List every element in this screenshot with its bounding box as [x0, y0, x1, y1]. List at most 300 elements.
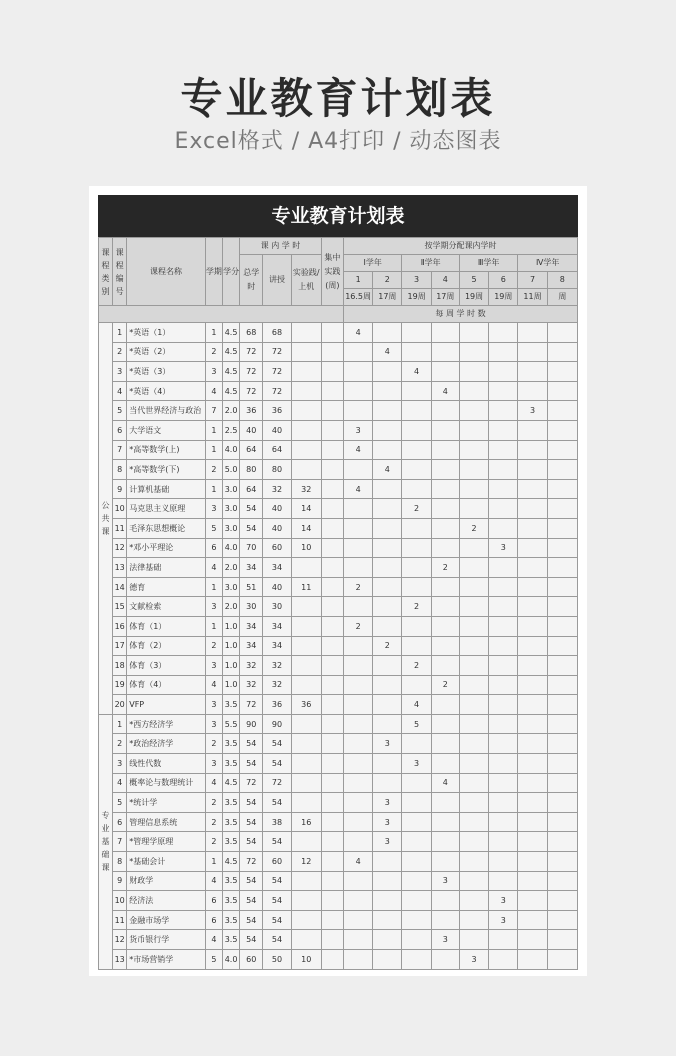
term-hours-cell[interactable]: [518, 597, 547, 617]
term-hours-cell[interactable]: [518, 852, 547, 872]
term-hours-cell[interactable]: [431, 832, 459, 852]
lecture-hours-cell[interactable]: 54: [263, 871, 291, 891]
term-hours-cell[interactable]: [344, 871, 373, 891]
term-hours-cell[interactable]: [459, 401, 488, 421]
course-name-cell[interactable]: 体育（1）: [127, 616, 206, 636]
credit-cell[interactable]: 1.0: [223, 675, 240, 695]
course-name-cell[interactable]: *政治经济学: [127, 734, 206, 754]
lab-hours-cell[interactable]: [291, 930, 321, 950]
course-code-cell[interactable]: 7: [113, 440, 127, 460]
practice-weeks-cell[interactable]: [321, 871, 343, 891]
credit-cell[interactable]: 3.5: [223, 754, 240, 774]
term-hours-cell[interactable]: 4: [344, 440, 373, 460]
term-hours-cell[interactable]: [344, 793, 373, 813]
term-hours-cell[interactable]: [373, 538, 402, 558]
course-code-cell[interactable]: 19: [113, 675, 127, 695]
practice-weeks-cell[interactable]: [321, 754, 343, 774]
practice-weeks-cell[interactable]: [321, 910, 343, 930]
term-hours-cell[interactable]: [344, 499, 373, 519]
credit-cell[interactable]: 3.0: [223, 499, 240, 519]
course-name-cell[interactable]: *基础会计: [127, 852, 206, 872]
term-hours-cell[interactable]: [459, 675, 488, 695]
practice-weeks-cell[interactable]: [321, 636, 343, 656]
course-code-cell[interactable]: 3: [113, 754, 127, 774]
term-hours-cell[interactable]: 3: [373, 812, 402, 832]
total-hours-cell[interactable]: 72: [240, 342, 263, 362]
lab-hours-cell[interactable]: [291, 381, 321, 401]
term-hours-cell[interactable]: [518, 342, 547, 362]
term-hours-cell[interactable]: [518, 930, 547, 950]
total-hours-cell[interactable]: 34: [240, 636, 263, 656]
term-hours-cell[interactable]: [402, 440, 431, 460]
term-hours-cell[interactable]: [373, 558, 402, 578]
term-hours-cell[interactable]: 5: [402, 714, 431, 734]
lab-hours-cell[interactable]: [291, 891, 321, 911]
term-hours-cell[interactable]: [373, 930, 402, 950]
term-hours-cell[interactable]: [547, 616, 577, 636]
term-hours-cell[interactable]: [489, 558, 518, 578]
lab-hours-cell[interactable]: [291, 420, 321, 440]
term-hours-cell[interactable]: [547, 597, 577, 617]
course-name-cell[interactable]: 线性代数: [127, 754, 206, 774]
term-hours-cell[interactable]: [459, 930, 488, 950]
credit-cell[interactable]: 4.5: [223, 323, 240, 343]
term-hours-cell[interactable]: [547, 930, 577, 950]
term-hours-cell[interactable]: [547, 695, 577, 715]
semester-cell[interactable]: 5: [205, 950, 222, 970]
term-hours-cell[interactable]: 4: [344, 852, 373, 872]
credit-cell[interactable]: 3.5: [223, 871, 240, 891]
semester-cell[interactable]: 3: [205, 656, 222, 676]
credit-cell[interactable]: 4.5: [223, 381, 240, 401]
term-hours-cell[interactable]: [402, 910, 431, 930]
term-hours-cell[interactable]: [459, 910, 488, 930]
term-hours-cell[interactable]: [373, 362, 402, 382]
course-code-cell[interactable]: 13: [113, 558, 127, 578]
semester-cell[interactable]: 3: [205, 695, 222, 715]
practice-weeks-cell[interactable]: [321, 479, 343, 499]
term-hours-cell[interactable]: [402, 812, 431, 832]
course-name-cell[interactable]: 体育（3）: [127, 656, 206, 676]
term-hours-cell[interactable]: [402, 420, 431, 440]
term-hours-cell[interactable]: [459, 479, 488, 499]
term-hours-cell[interactable]: 3: [489, 910, 518, 930]
term-hours-cell[interactable]: [431, 342, 459, 362]
total-hours-cell[interactable]: 72: [240, 362, 263, 382]
term-hours-cell[interactable]: [547, 518, 577, 538]
term-hours-cell[interactable]: [344, 734, 373, 754]
total-hours-cell[interactable]: 51: [240, 577, 263, 597]
term-hours-cell[interactable]: [547, 675, 577, 695]
course-name-cell[interactable]: 经济法: [127, 891, 206, 911]
course-name-cell[interactable]: 德育: [127, 577, 206, 597]
course-code-cell[interactable]: 11: [113, 518, 127, 538]
lecture-hours-cell[interactable]: 50: [263, 950, 291, 970]
term-hours-cell[interactable]: [402, 518, 431, 538]
practice-weeks-cell[interactable]: [321, 891, 343, 911]
total-hours-cell[interactable]: 54: [240, 832, 263, 852]
term-hours-cell[interactable]: 4: [431, 773, 459, 793]
term-hours-cell[interactable]: [344, 636, 373, 656]
term-hours-cell[interactable]: 2: [344, 577, 373, 597]
lecture-hours-cell[interactable]: 38: [263, 812, 291, 832]
total-hours-cell[interactable]: 68: [240, 323, 263, 343]
term-hours-cell[interactable]: [518, 420, 547, 440]
term-hours-cell[interactable]: [459, 695, 488, 715]
term-hours-cell[interactable]: [373, 499, 402, 519]
term-hours-cell[interactable]: [402, 577, 431, 597]
credit-cell[interactable]: 5.0: [223, 460, 240, 480]
term-hours-cell[interactable]: [489, 754, 518, 774]
course-code-cell[interactable]: 14: [113, 577, 127, 597]
credit-cell[interactable]: 1.0: [223, 616, 240, 636]
semester-cell[interactable]: 4: [205, 871, 222, 891]
lecture-hours-cell[interactable]: 34: [263, 636, 291, 656]
term-hours-cell[interactable]: [402, 636, 431, 656]
lecture-hours-cell[interactable]: 32: [263, 479, 291, 499]
term-hours-cell[interactable]: [373, 910, 402, 930]
term-hours-cell[interactable]: [431, 518, 459, 538]
term-hours-cell[interactable]: [547, 499, 577, 519]
term-hours-cell[interactable]: [344, 342, 373, 362]
term-hours-cell[interactable]: [373, 656, 402, 676]
term-hours-cell[interactable]: [344, 773, 373, 793]
course-name-cell[interactable]: 概率论与数理统计: [127, 773, 206, 793]
semester-cell[interactable]: 3: [205, 499, 222, 519]
practice-weeks-cell[interactable]: [321, 362, 343, 382]
total-hours-cell[interactable]: 80: [240, 460, 263, 480]
credit-cell[interactable]: 2.0: [223, 597, 240, 617]
course-code-cell[interactable]: 6: [113, 812, 127, 832]
lab-hours-cell[interactable]: [291, 597, 321, 617]
term-hours-cell[interactable]: [373, 871, 402, 891]
total-hours-cell[interactable]: 54: [240, 518, 263, 538]
credit-cell[interactable]: 1.0: [223, 636, 240, 656]
term-hours-cell[interactable]: [489, 499, 518, 519]
total-hours-cell[interactable]: 54: [240, 910, 263, 930]
lecture-hours-cell[interactable]: 54: [263, 930, 291, 950]
semester-cell[interactable]: 1: [205, 420, 222, 440]
term-hours-cell[interactable]: [402, 891, 431, 911]
term-hours-cell[interactable]: [489, 323, 518, 343]
total-hours-cell[interactable]: 54: [240, 891, 263, 911]
lab-hours-cell[interactable]: 14: [291, 518, 321, 538]
course-name-cell[interactable]: 管理信息系统: [127, 812, 206, 832]
term-hours-cell[interactable]: [459, 342, 488, 362]
credit-cell[interactable]: 3.0: [223, 479, 240, 499]
term-hours-cell[interactable]: [518, 812, 547, 832]
term-hours-cell[interactable]: [518, 577, 547, 597]
term-hours-cell[interactable]: [373, 714, 402, 734]
credit-cell[interactable]: 4.5: [223, 773, 240, 793]
term-hours-cell[interactable]: [547, 910, 577, 930]
total-hours-cell[interactable]: 72: [240, 852, 263, 872]
term-hours-cell[interactable]: [344, 362, 373, 382]
lab-hours-cell[interactable]: 14: [291, 499, 321, 519]
term-hours-cell[interactable]: [489, 479, 518, 499]
lecture-hours-cell[interactable]: 72: [263, 381, 291, 401]
term-hours-cell[interactable]: [344, 675, 373, 695]
course-code-cell[interactable]: 20: [113, 695, 127, 715]
term-hours-cell[interactable]: [547, 538, 577, 558]
term-hours-cell[interactable]: [547, 323, 577, 343]
semester-cell[interactable]: 1: [205, 577, 222, 597]
term-hours-cell[interactable]: [402, 616, 431, 636]
term-hours-cell[interactable]: [459, 773, 488, 793]
term-hours-cell[interactable]: 3: [459, 950, 488, 970]
lab-hours-cell[interactable]: [291, 636, 321, 656]
term-hours-cell[interactable]: [518, 538, 547, 558]
practice-weeks-cell[interactable]: [321, 381, 343, 401]
course-name-cell[interactable]: 大学语文: [127, 420, 206, 440]
term-hours-cell[interactable]: [402, 558, 431, 578]
course-code-cell[interactable]: 3: [113, 362, 127, 382]
practice-weeks-cell[interactable]: [321, 538, 343, 558]
term-hours-cell[interactable]: [344, 381, 373, 401]
term-hours-cell[interactable]: [518, 773, 547, 793]
term-hours-cell[interactable]: [344, 950, 373, 970]
lecture-hours-cell[interactable]: 54: [263, 832, 291, 852]
course-name-cell[interactable]: 财政学: [127, 871, 206, 891]
term-hours-cell[interactable]: [459, 420, 488, 440]
term-hours-cell[interactable]: [373, 440, 402, 460]
term-hours-cell[interactable]: [518, 518, 547, 538]
term-hours-cell[interactable]: 4: [344, 323, 373, 343]
term-hours-cell[interactable]: [373, 401, 402, 421]
course-code-cell[interactable]: 12: [113, 538, 127, 558]
term-hours-cell[interactable]: [518, 616, 547, 636]
credit-cell[interactable]: 2.0: [223, 558, 240, 578]
term-hours-cell[interactable]: [547, 342, 577, 362]
term-hours-cell[interactable]: 4: [344, 479, 373, 499]
lecture-hours-cell[interactable]: 72: [263, 362, 291, 382]
term-hours-cell[interactable]: [344, 812, 373, 832]
course-name-cell[interactable]: *高等数学(上): [127, 440, 206, 460]
lecture-hours-cell[interactable]: 90: [263, 714, 291, 734]
credit-cell[interactable]: 4.5: [223, 362, 240, 382]
practice-weeks-cell[interactable]: [321, 675, 343, 695]
term-hours-cell[interactable]: [431, 362, 459, 382]
total-hours-cell[interactable]: 54: [240, 793, 263, 813]
term-hours-cell[interactable]: [373, 695, 402, 715]
term-hours-cell[interactable]: [373, 577, 402, 597]
term-hours-cell[interactable]: [344, 695, 373, 715]
term-hours-cell[interactable]: [402, 342, 431, 362]
course-name-cell[interactable]: 马克思主义原理: [127, 499, 206, 519]
course-code-cell[interactable]: 10: [113, 499, 127, 519]
term-hours-cell[interactable]: [431, 754, 459, 774]
course-name-cell[interactable]: *高等数学(下): [127, 460, 206, 480]
course-name-cell[interactable]: *英语（2）: [127, 342, 206, 362]
term-hours-cell[interactable]: [402, 734, 431, 754]
course-code-cell[interactable]: 5: [113, 793, 127, 813]
term-hours-cell[interactable]: [489, 577, 518, 597]
semester-cell[interactable]: 2: [205, 793, 222, 813]
lecture-hours-cell[interactable]: 54: [263, 910, 291, 930]
term-hours-cell[interactable]: 3: [431, 930, 459, 950]
lab-hours-cell[interactable]: 10: [291, 950, 321, 970]
term-hours-cell[interactable]: 4: [373, 342, 402, 362]
total-hours-cell[interactable]: 54: [240, 734, 263, 754]
course-name-cell[interactable]: *市场营销学: [127, 950, 206, 970]
practice-weeks-cell[interactable]: [321, 930, 343, 950]
lab-hours-cell[interactable]: [291, 754, 321, 774]
term-hours-cell[interactable]: [344, 460, 373, 480]
lab-hours-cell[interactable]: [291, 616, 321, 636]
total-hours-cell[interactable]: 34: [240, 558, 263, 578]
credit-cell[interactable]: 3.5: [223, 832, 240, 852]
lecture-hours-cell[interactable]: 34: [263, 558, 291, 578]
lab-hours-cell[interactable]: 16: [291, 812, 321, 832]
term-hours-cell[interactable]: [459, 832, 488, 852]
term-hours-cell[interactable]: [459, 381, 488, 401]
term-hours-cell[interactable]: [431, 891, 459, 911]
term-hours-cell[interactable]: [373, 323, 402, 343]
course-name-cell[interactable]: *管理学原理: [127, 832, 206, 852]
practice-weeks-cell[interactable]: [321, 577, 343, 597]
term-hours-cell[interactable]: [459, 754, 488, 774]
term-hours-cell[interactable]: 2: [402, 656, 431, 676]
term-hours-cell[interactable]: [489, 773, 518, 793]
term-hours-cell[interactable]: [431, 479, 459, 499]
term-hours-cell[interactable]: [489, 362, 518, 382]
lecture-hours-cell[interactable]: 34: [263, 616, 291, 636]
term-hours-cell[interactable]: [431, 950, 459, 970]
semester-cell[interactable]: 2: [205, 832, 222, 852]
term-hours-cell[interactable]: [402, 852, 431, 872]
lab-hours-cell[interactable]: 36: [291, 695, 321, 715]
term-hours-cell[interactable]: [547, 734, 577, 754]
term-hours-cell[interactable]: [402, 401, 431, 421]
practice-weeks-cell[interactable]: [321, 616, 343, 636]
practice-weeks-cell[interactable]: [321, 499, 343, 519]
practice-weeks-cell[interactable]: [321, 420, 343, 440]
semester-cell[interactable]: 1: [205, 479, 222, 499]
lab-hours-cell[interactable]: 10: [291, 538, 321, 558]
credit-cell[interactable]: 2.0: [223, 401, 240, 421]
term-hours-cell[interactable]: [431, 656, 459, 676]
term-hours-cell[interactable]: [431, 910, 459, 930]
term-hours-cell[interactable]: [373, 754, 402, 774]
semester-cell[interactable]: 7: [205, 401, 222, 421]
lab-hours-cell[interactable]: [291, 656, 321, 676]
term-hours-cell[interactable]: [547, 891, 577, 911]
term-hours-cell[interactable]: 2: [431, 558, 459, 578]
term-hours-cell[interactable]: [547, 852, 577, 872]
term-hours-cell[interactable]: [489, 852, 518, 872]
credit-cell[interactable]: 3.5: [223, 734, 240, 754]
course-name-cell[interactable]: *统计学: [127, 793, 206, 813]
term-hours-cell[interactable]: [402, 832, 431, 852]
lecture-hours-cell[interactable]: 80: [263, 460, 291, 480]
lab-hours-cell[interactable]: [291, 773, 321, 793]
term-hours-cell[interactable]: [489, 440, 518, 460]
term-hours-cell[interactable]: 3: [402, 754, 431, 774]
term-hours-cell[interactable]: 2: [402, 597, 431, 617]
semester-cell[interactable]: 2: [205, 812, 222, 832]
term-hours-cell[interactable]: [518, 754, 547, 774]
term-hours-cell[interactable]: 3: [373, 832, 402, 852]
semester-cell[interactable]: 2: [205, 734, 222, 754]
term-hours-cell[interactable]: 4: [373, 460, 402, 480]
total-hours-cell[interactable]: 30: [240, 597, 263, 617]
term-hours-cell[interactable]: [459, 636, 488, 656]
practice-weeks-cell[interactable]: [321, 832, 343, 852]
practice-weeks-cell[interactable]: [321, 812, 343, 832]
term-hours-cell[interactable]: [518, 362, 547, 382]
credit-cell[interactable]: 4.5: [223, 852, 240, 872]
course-name-cell[interactable]: 金融市场学: [127, 910, 206, 930]
term-hours-cell[interactable]: [431, 538, 459, 558]
term-hours-cell[interactable]: [459, 558, 488, 578]
semester-cell[interactable]: 5: [205, 518, 222, 538]
total-hours-cell[interactable]: 40: [240, 420, 263, 440]
course-name-cell[interactable]: 当代世界经济与政治: [127, 401, 206, 421]
lecture-hours-cell[interactable]: 54: [263, 754, 291, 774]
term-hours-cell[interactable]: [518, 714, 547, 734]
term-hours-cell[interactable]: [431, 323, 459, 343]
credit-cell[interactable]: 4.0: [223, 538, 240, 558]
course-code-cell[interactable]: 12: [113, 930, 127, 950]
term-hours-cell[interactable]: [518, 323, 547, 343]
term-hours-cell[interactable]: [431, 852, 459, 872]
credit-cell[interactable]: 5.5: [223, 714, 240, 734]
total-hours-cell[interactable]: 54: [240, 754, 263, 774]
term-hours-cell[interactable]: [547, 656, 577, 676]
total-hours-cell[interactable]: 90: [240, 714, 263, 734]
total-hours-cell[interactable]: 60: [240, 950, 263, 970]
term-hours-cell[interactable]: [344, 714, 373, 734]
term-hours-cell[interactable]: [431, 401, 459, 421]
term-hours-cell[interactable]: [373, 597, 402, 617]
total-hours-cell[interactable]: 72: [240, 381, 263, 401]
lecture-hours-cell[interactable]: 30: [263, 597, 291, 617]
term-hours-cell[interactable]: [518, 636, 547, 656]
course-code-cell[interactable]: 1: [113, 714, 127, 734]
term-hours-cell[interactable]: [489, 401, 518, 421]
lecture-hours-cell[interactable]: 32: [263, 656, 291, 676]
term-hours-cell[interactable]: [547, 479, 577, 499]
lab-hours-cell[interactable]: [291, 734, 321, 754]
term-hours-cell[interactable]: [547, 754, 577, 774]
practice-weeks-cell[interactable]: [321, 950, 343, 970]
semester-cell[interactable]: 6: [205, 910, 222, 930]
practice-weeks-cell[interactable]: [321, 773, 343, 793]
term-hours-cell[interactable]: 2: [402, 499, 431, 519]
term-hours-cell[interactable]: [431, 420, 459, 440]
lab-hours-cell[interactable]: [291, 832, 321, 852]
term-hours-cell[interactable]: 3: [373, 793, 402, 813]
semester-cell[interactable]: 3: [205, 754, 222, 774]
term-hours-cell[interactable]: [489, 950, 518, 970]
practice-weeks-cell[interactable]: [321, 597, 343, 617]
practice-weeks-cell[interactable]: [321, 852, 343, 872]
lab-hours-cell[interactable]: [291, 871, 321, 891]
term-hours-cell[interactable]: [344, 930, 373, 950]
course-name-cell[interactable]: *西方经济学: [127, 714, 206, 734]
term-hours-cell[interactable]: [518, 499, 547, 519]
credit-cell[interactable]: 2.5: [223, 420, 240, 440]
term-hours-cell[interactable]: [547, 401, 577, 421]
term-hours-cell[interactable]: [547, 832, 577, 852]
practice-weeks-cell[interactable]: [321, 460, 343, 480]
term-hours-cell[interactable]: [547, 440, 577, 460]
term-hours-cell[interactable]: [547, 577, 577, 597]
semester-cell[interactable]: 3: [205, 597, 222, 617]
term-hours-cell[interactable]: [373, 479, 402, 499]
term-hours-cell[interactable]: [547, 950, 577, 970]
semester-cell[interactable]: 2: [205, 460, 222, 480]
